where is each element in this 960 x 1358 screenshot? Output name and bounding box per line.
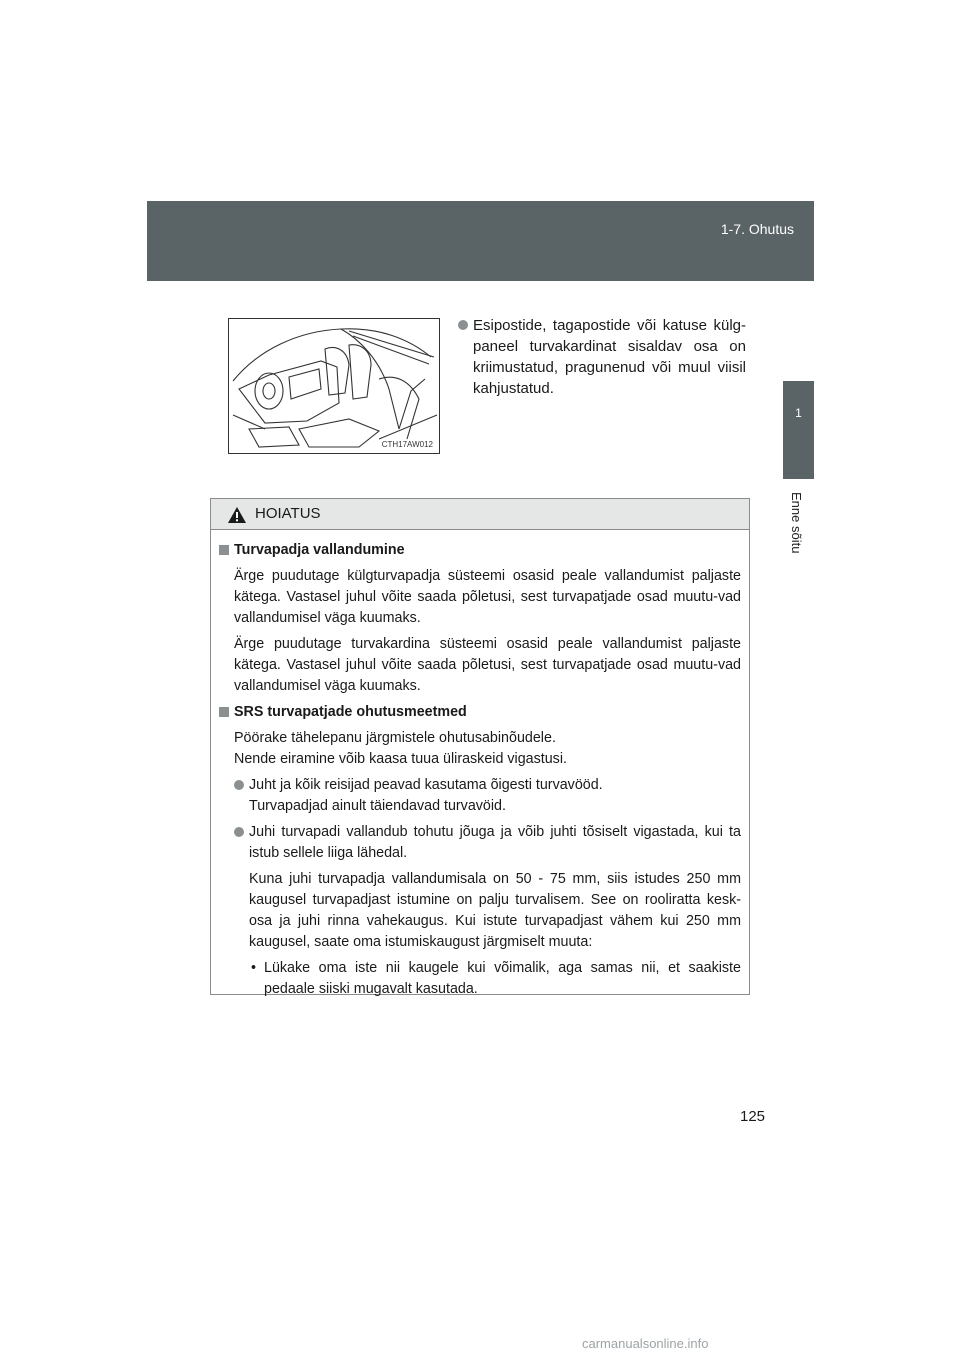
chapter-number: 1 [795, 406, 802, 420]
bullet-dot-icon [234, 780, 244, 790]
footer-watermark: carmanualsonline.info [582, 1336, 709, 1351]
bullet-line: Juht ja kõik reisijad peavad kasutama õigesti turvavööd. [249, 777, 603, 793]
dot-item-text: Lükake oma iste nii kaugele kui võimalik, aga samas nii, et saakiste pedaale siiski mugavalt kasutada. [264, 960, 741, 997]
page-number: 125 [740, 1108, 766, 1125]
bullet-dot-icon [458, 320, 468, 330]
bullet-line: Juhi turvapadi vallandub tohutu jõuga ja võib juhti tõsiselt vigastada, kui ta istub sellele liiga lähedal. [249, 824, 741, 861]
section-heading [219, 540, 741, 561]
list-item [219, 822, 741, 864]
heading-text: SRS turvapatjade ohutusmeetmed [234, 704, 467, 720]
chapter-tab [783, 381, 814, 479]
list-item [219, 775, 741, 817]
paragraph: Ärge puudutage külgturvapadja süsteemi osasid peale vallandumist paljaste kätega. Vastasel juhul võite saada põletusi, sest turvapatjade osad muutu-vad vallandumisel väga kuumaks. [234, 568, 741, 626]
top-bullet [458, 315, 746, 399]
warning-title: HOIATUS [255, 505, 321, 522]
car-interior-drawing [229, 319, 439, 453]
header-bar [147, 201, 814, 281]
top-bullet-text: Esipostide, tagapostide või katuse külg-paneel turvakardinat sisaldav osa on kriimustatud, pragunenud või muul viisil kahjustatud. [473, 317, 746, 397]
illustration-code: CTH17AW012 [381, 440, 433, 449]
intro-line: Nende eiramine võib kaasa tuua üliraskeid vigastusi. [234, 751, 567, 767]
warning-box [210, 498, 750, 995]
car-interior-illustration [228, 318, 440, 454]
intro-line: Pöörake tähelepanu järgmistele ohutusabinõudele. [234, 730, 556, 746]
bullet-line: Turvapadjad ainult täiendavad turvavöid. [249, 798, 506, 814]
warning-header [211, 499, 749, 530]
bullet-dot-icon [234, 827, 244, 837]
section-heading [219, 702, 741, 723]
paragraph: Ärge puudutage turvakardina süsteemi osasid peale vallandumist paljaste kätega. Vastasel juhul võite saada põletusi, sest turvapatjade osad muutu-vad vallandumisel väga kuumaks. [234, 636, 741, 694]
paragraph: Kuna juhi turvapadja vallandumisala on 50 - 75 mm, siis istudes 250 mm kaugusel turvapadjast istumine on palju turvalisem. See on rooliratta kesk-osa ja juhi rinna vahekaugus. Kui istute turvapadjast vähem kui 250 mm kaugusel, saate oma istumiskaugust järgmiselt muuta: [249, 871, 741, 950]
chapter-label: Enne sõitu [789, 492, 804, 554]
paragraph [219, 728, 741, 770]
list-item [219, 958, 741, 1000]
section-title: 1-7. Ohutus [720, 221, 794, 237]
square-bullet-icon [219, 545, 229, 555]
square-bullet-icon [219, 707, 229, 717]
heading-text: Turvapadja vallandumine [234, 542, 405, 558]
warning-triangle-icon [227, 506, 247, 524]
small-dot-icon: • [251, 960, 257, 976]
list-item [458, 315, 746, 399]
warning-body [211, 530, 749, 1000]
